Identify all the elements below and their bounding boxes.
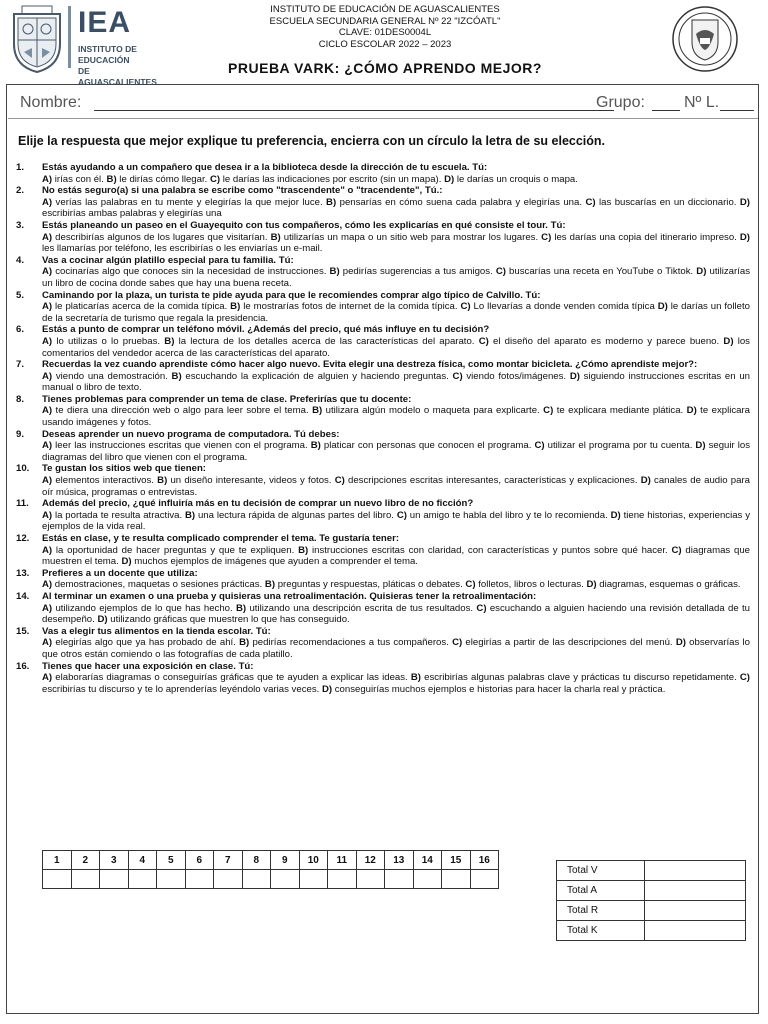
option-letter[interactable]: A) xyxy=(42,544,53,556)
question-list xyxy=(16,162,750,695)
option-letter[interactable]: B) xyxy=(329,266,340,278)
option-letter[interactable]: C) xyxy=(396,509,407,521)
question-item xyxy=(16,626,750,661)
total-label: Total A xyxy=(557,881,645,901)
option-letter[interactable]: A) xyxy=(42,602,53,614)
option-letter[interactable]: C) xyxy=(534,440,545,452)
question-item xyxy=(16,429,750,464)
option-letter[interactable]: A) xyxy=(42,231,53,243)
school-clave: CLAVE: 01DES0004L xyxy=(338,27,432,38)
question-options[interactable]: A) utilizando ejemplos de lo que has hecho. B) utilizando una descripción escrita de tus resultados. C) escuchando a alguien haciendo una revisión detallada de tu desempeño. D) utilizando gráficas que muestren lo que has conseguido. xyxy=(42,602,750,626)
question-options[interactable]: A) cocinarías algo que conoces sin la necesidad de instrucciones. B) pedirías sugerencias a tus amigos. C) buscarías una receta en YouTube o Tiktok. D) utilizarías un libro de cocina donde sabes que hay una buena receta. xyxy=(42,266,751,289)
answer-grid-number: 10 xyxy=(299,851,328,870)
school-crest-logo xyxy=(670,4,740,74)
answer-cell[interactable] xyxy=(328,870,357,889)
question-item xyxy=(16,162,750,185)
option-letter[interactable]: C) xyxy=(334,475,345,487)
question-body xyxy=(42,661,750,696)
answer-cell[interactable] xyxy=(356,870,385,889)
question-options[interactable]: A) le platicarías acerca de la comida típica. B) le mostrarías fotos de internet de la comida típica. C) Lo llevarías a donde venden comida típica D) le darías un folleto de la secretaría de turismo que regala la presidencia. xyxy=(42,301,750,324)
totals-row xyxy=(557,881,746,901)
question-stem: Tienes que hacer una exposición en clase. Tú: xyxy=(42,660,254,672)
question-options[interactable]: A) la portada te resulta atractiva. B) una lectura rápida de algunas partes del libro. C) un amigo te habla del libro y te lo recomienda. D) tiene historias, experiencias y ejemplos de la vida real. xyxy=(42,509,751,533)
school-info xyxy=(190,4,580,50)
question-body xyxy=(42,463,750,498)
answer-grid-number: 15 xyxy=(442,851,471,870)
option-letter[interactable]: C) xyxy=(452,637,463,649)
answer-grid-number: 5 xyxy=(157,851,186,870)
question-options[interactable]: A) leer las instrucciones escritas que vienen con el programa. B) platicar con personas que conocen el programa. C) utilizar el programa por tu cuenta. D) seguir los diagramas del libro que vienen con el programa. xyxy=(42,440,750,463)
iea-name-line2: DE AGUASCALIENTES xyxy=(78,66,157,87)
answer-grid-number: 12 xyxy=(356,851,385,870)
name-label: Nombre: xyxy=(20,94,82,111)
option-letter[interactable]: D) xyxy=(686,405,697,417)
option-letter[interactable]: A) xyxy=(42,672,53,684)
answer-cell[interactable] xyxy=(214,870,243,889)
list-number-label: Nº L. xyxy=(684,94,720,111)
question-body xyxy=(42,185,750,220)
question-stem: Te gustan los sitios web que tienen: xyxy=(42,463,207,475)
option-letter[interactable]: A) xyxy=(42,637,53,649)
option-letter[interactable]: D) xyxy=(657,301,668,313)
totals-table xyxy=(556,860,746,941)
question-item xyxy=(16,220,750,255)
question-options[interactable]: A) viendo una demostración. B) escuchando la explicación de alguien y haciendo preguntas. C) viendo fotos/imágenes. D) siguiendo instrucciones escritas en un manual o libro de texto. xyxy=(42,370,750,394)
question-stem: Deseas aprender un nuevo programa de computadora. Tú debes: xyxy=(42,428,340,440)
question-body xyxy=(42,290,750,325)
question-item xyxy=(16,533,750,568)
question-number: 6. xyxy=(16,324,25,336)
total-label: Total V xyxy=(557,861,645,881)
option-letter[interactable]: D) xyxy=(321,683,333,695)
option-letter[interactable]: B) xyxy=(184,509,196,521)
option-letter[interactable]: C) xyxy=(478,335,489,347)
total-label: Total R xyxy=(557,901,645,921)
page-title: PRUEBA VARK: ¿CÓMO APRENDO MEJOR? xyxy=(228,60,542,76)
list-number-field[interactable] xyxy=(720,110,754,111)
option-letter[interactable]: C) xyxy=(671,544,682,556)
answer-cell[interactable] xyxy=(299,870,328,889)
question-number: 9. xyxy=(16,428,25,440)
question-item xyxy=(16,324,750,359)
question-item xyxy=(16,498,750,533)
answer-grid xyxy=(42,850,499,889)
answer-cell[interactable] xyxy=(185,870,214,889)
option-letter[interactable]: A) xyxy=(42,335,53,347)
answer-grid-number: 4 xyxy=(128,851,157,870)
answer-grid-number: 6 xyxy=(185,851,214,870)
answer-grid-number: 7 xyxy=(214,851,243,870)
option-letter[interactable]: B) xyxy=(236,602,247,614)
student-info-row xyxy=(20,92,750,116)
question-options[interactable]: A) describirías algunos de los lugares que visitarían. B) utilizarías un mapa o un sitio web para mostrar los lugares. C) les darías una copia del itinerario impreso. D) les llamarías por teléfono, les escribirías o les enviarías un e-mail. xyxy=(42,231,750,255)
question-options[interactable]: A) elaborarías diagramas o conseguirías gráficas que te ayuden a explicar las ideas. B) escribirías algunas palabras clave y prácticas tu discurso repetidamente. C) escribirías tu discurso y te lo aprenderías leyéndolo varias veces. D) conseguirías muchos ejemplos e historias para hacer la charla real y práctica. xyxy=(42,672,750,695)
option-letter[interactable]: A) xyxy=(42,475,53,487)
question-item xyxy=(16,255,750,290)
option-letter[interactable]: D) xyxy=(723,335,734,347)
option-letter[interactable]: D) xyxy=(444,173,455,185)
option-letter[interactable]: B) xyxy=(310,440,321,452)
option-letter[interactable]: C) xyxy=(495,266,506,278)
total-value-cell[interactable] xyxy=(645,901,746,921)
option-letter[interactable]: D) xyxy=(121,556,132,568)
group-field[interactable] xyxy=(652,110,680,111)
group-label: Grupo: xyxy=(596,94,645,111)
option-letter[interactable]: A) xyxy=(42,266,53,278)
question-stem: Estás ayudando a un compañero que desea ir a la biblioteca desde la dirección de tu escuela. Tú: xyxy=(42,162,488,173)
answer-grid-number: 16 xyxy=(470,851,499,870)
option-letter[interactable]: C) xyxy=(476,602,487,614)
question-body xyxy=(42,359,750,394)
option-letter[interactable]: C) xyxy=(543,405,554,417)
question-number: 16. xyxy=(16,660,30,672)
option-letter[interactable]: B) xyxy=(298,544,309,556)
question-options[interactable]: A) elegirías algo que ya has probado de ahí. B) pedirías recomendaciones a tus compañeros. C) elegirías a partir de las descripciones del menú. D) observarías lo que otros están comiendo o las fotografías de cada platillo. xyxy=(42,637,750,660)
question-stem: Estás a punto de comprar un teléfono móvil. ¿Además del precio, qué más influye en tu decisión? xyxy=(42,324,490,336)
question-body xyxy=(42,533,750,568)
answer-grid-number: 1 xyxy=(43,851,72,870)
question-number: 2. xyxy=(16,185,25,197)
answer-grid-number: 2 xyxy=(71,851,100,870)
instructions: Elije la respuesta que mejor explique tu preferencia, encierra con un círculo la letra de su elección. xyxy=(18,134,606,148)
total-value-cell[interactable] xyxy=(645,881,746,901)
school-cycle: CICLO ESCOLAR 2022 – 2023 xyxy=(318,38,452,50)
option-letter[interactable]: A) xyxy=(42,405,53,417)
question-item xyxy=(16,394,750,429)
option-letter[interactable]: B) xyxy=(164,335,175,347)
option-letter[interactable]: D) xyxy=(610,509,621,521)
question-item xyxy=(16,568,750,591)
option-letter[interactable]: B) xyxy=(106,173,117,185)
question-body xyxy=(42,429,750,464)
option-letter[interactable]: D) xyxy=(739,231,750,243)
question-number: 8. xyxy=(16,393,25,405)
question-number: 5. xyxy=(16,289,25,301)
option-letter[interactable]: C) xyxy=(209,173,221,185)
option-letter[interactable]: B) xyxy=(230,301,241,313)
answer-cell[interactable] xyxy=(385,870,414,889)
question-stem: Al terminar un examen o una prueba y quisieras una retroalimentación. Quisieras tener la retroalimentación: xyxy=(42,590,537,602)
option-letter[interactable]: B) xyxy=(326,196,337,208)
answer-cell[interactable] xyxy=(470,870,499,889)
question-number: 10. xyxy=(16,463,30,475)
answer-cell[interactable] xyxy=(71,870,100,889)
question-stem: Caminando por la plaza, un turista te pide ayuda para que le recomiendes comprar algo típico de Calvillo. Tú: xyxy=(42,289,541,301)
option-letter[interactable]: D) xyxy=(586,579,597,591)
school-name: ESCUELA SECUNDARIA GENERAL Nº 22 "IZCÓATL" xyxy=(269,15,501,27)
question-options[interactable]: A) elementos interactivos. B) un diseño interesante, videos y fotos. C) descripciones escritas interesantes, características y explicaciones. D) canales de audio para oír música, programas o entrevistas. xyxy=(42,475,751,498)
answer-grid-number: 3 xyxy=(100,851,129,870)
question-body xyxy=(42,498,750,533)
iea-acronym: IEA xyxy=(78,6,132,39)
option-letter[interactable]: A) xyxy=(42,509,53,521)
option-letter[interactable]: A) xyxy=(42,440,53,452)
question-stem: Vas a cocinar algún platillo especial para tu familia. Tú: xyxy=(42,254,294,266)
answer-cell[interactable] xyxy=(242,870,271,889)
option-letter[interactable]: C) xyxy=(452,370,463,382)
question-stem: Prefieres a un docente que utiliza: xyxy=(42,567,198,579)
option-letter[interactable]: C) xyxy=(541,231,552,243)
option-letter[interactable]: B) xyxy=(171,370,182,382)
question-item xyxy=(16,591,750,626)
option-letter[interactable]: A) xyxy=(42,301,53,313)
answer-grid-number: 14 xyxy=(413,851,442,870)
question-stem: Estás en clase, y te resulta complicado comprender el tema. Te gustaría tener: xyxy=(42,533,400,544)
totals-row xyxy=(557,861,746,881)
question-options[interactable]: A) demostraciones, maquetas o sesiones prácticas. B) preguntas y respuestas, pláticas o debates. C) folletos, libros o lecturas. D) diagramas, esquemas o gráficas. xyxy=(42,579,741,591)
option-letter[interactable]: D) xyxy=(97,614,108,626)
question-number: 1. xyxy=(16,162,25,173)
answer-cell[interactable] xyxy=(271,870,300,889)
answer-grid-number: 9 xyxy=(271,851,300,870)
option-letter[interactable]: B) xyxy=(270,231,281,243)
answer-cell[interactable] xyxy=(128,870,157,889)
question-stem: Recuerdas la vez cuando aprendiste cómo hacer algo nuevo. Evita elegir una destreza física, como montar bicicleta. ¿Cómo aprendiste mejor?: xyxy=(42,359,698,371)
option-letter[interactable]: C) xyxy=(585,196,596,208)
question-body xyxy=(42,626,750,661)
answer-cell[interactable] xyxy=(43,870,72,889)
question-item xyxy=(16,185,750,220)
answer-cell[interactable] xyxy=(100,870,129,889)
total-value-cell[interactable] xyxy=(645,861,746,881)
question-item xyxy=(16,463,750,498)
total-value-cell[interactable] xyxy=(645,921,746,941)
question-body xyxy=(42,324,750,359)
question-stem: No estás seguro(a) si una palabra se escribe como "trascendente" o "tracendente", Tú.: xyxy=(42,185,443,197)
answer-grid-number: 8 xyxy=(242,851,271,870)
option-letter[interactable]: D) xyxy=(695,440,706,452)
question-body xyxy=(42,162,750,185)
option-letter[interactable]: C) xyxy=(739,672,750,684)
question-number: 7. xyxy=(16,359,25,371)
question-number: 15. xyxy=(16,625,30,637)
question-number: 13. xyxy=(16,567,30,579)
question-body xyxy=(42,220,750,255)
question-stem: Estás planeando un paseo en el Guayequito con tus compañeros, cómo les explicarías en qué consiste el tour. Tú: xyxy=(42,219,566,231)
answer-grid-body xyxy=(43,870,499,889)
option-letter[interactable]: C) xyxy=(460,301,471,313)
header-separator xyxy=(8,118,758,119)
question-body xyxy=(42,394,750,429)
answer-grid-number: 13 xyxy=(385,851,414,870)
answer-cell[interactable] xyxy=(442,870,471,889)
question-options[interactable]: A) irías con él. B) le dirías cómo llegar. C) le darías las indicaciones por escrito (sin un mapa). D) le darías un croquis o mapa. xyxy=(42,173,578,185)
question-item xyxy=(16,290,750,325)
question-body xyxy=(42,568,750,591)
question-body xyxy=(42,255,750,290)
document-header xyxy=(0,0,768,87)
institute-name: INSTITUTO DE EDUCACIÓN DE AGUASCALIENTES xyxy=(270,4,500,15)
state-seal-logo xyxy=(10,4,64,74)
question-options[interactable]: A) verías las palabras en tu mente y elegirías la que mejor luce. B) pensarías en cómo suena cada palabra y elegirías una. C) las buscarías en un diccionario. D) escribirías ambas palabras y elegirías una xyxy=(42,196,750,220)
option-letter[interactable]: D) xyxy=(675,637,686,649)
iea-name-line1: INSTITUTO DE EDUCACIÓN xyxy=(78,44,137,65)
iea-divider xyxy=(68,6,71,68)
option-letter[interactable]: D) xyxy=(640,475,651,487)
option-letter[interactable]: B) xyxy=(312,405,323,417)
question-stem: Tienes problemas para comprender un tema de clase. Preferirías que tu docente: xyxy=(42,393,412,405)
iea-name xyxy=(78,44,168,88)
question-number: 3. xyxy=(16,219,25,231)
question-item xyxy=(16,359,750,394)
totals-row xyxy=(557,921,746,941)
name-field[interactable] xyxy=(94,110,614,111)
option-letter[interactable]: D) xyxy=(569,370,580,382)
question-body xyxy=(42,591,750,626)
option-letter[interactable]: B) xyxy=(239,637,250,649)
option-letter[interactable]: A) xyxy=(42,579,53,591)
question-options[interactable]: A) te diera una dirección web o algo para leer sobre el tema. B) utilizara algún modelo o maqueta para explicarte. C) te explicara mediante plática. D) te explicara usando imágenes y fotos. xyxy=(42,405,751,429)
option-letter[interactable]: D) xyxy=(739,196,750,208)
question-number: 11. xyxy=(16,498,29,510)
option-letter[interactable]: A) xyxy=(42,370,53,382)
answer-grid-header xyxy=(43,851,499,870)
question-stem: Además del precio, ¿qué influiría más en tu decisión de comprar un nuevo libro de no ficción? xyxy=(42,498,474,510)
question-number: 4. xyxy=(16,254,25,266)
question-number: 12. xyxy=(16,533,30,544)
question-stem: Vas a elegir tus alimentos en la tienda escolar. Tú: xyxy=(42,625,271,637)
question-options[interactable]: A) lo utilizas o lo pruebas. B) la lectura de los detalles acerca de las características del aparato. C) el diseño del aparato es moderno y parece bueno. D) los comentarios del vendedor acerca de las características del aparato. xyxy=(42,335,750,359)
totals-row xyxy=(557,901,746,921)
option-letter[interactable]: B) xyxy=(157,475,168,487)
question-number: 14. xyxy=(16,590,30,602)
option-letter[interactable]: A) xyxy=(42,196,53,208)
option-letter[interactable]: B) xyxy=(410,672,421,684)
option-letter[interactable]: A) xyxy=(42,173,53,185)
answer-grid-number: 11 xyxy=(328,851,357,870)
option-letter[interactable]: D) xyxy=(696,266,707,278)
answer-cell[interactable] xyxy=(413,870,442,889)
answer-cell[interactable] xyxy=(157,870,186,889)
total-label: Total K xyxy=(557,921,645,941)
option-letter[interactable]: C) xyxy=(465,579,476,591)
option-letter[interactable]: B) xyxy=(264,579,276,591)
question-item xyxy=(16,661,750,696)
question-options[interactable]: A) la oportunidad de hacer preguntas y que te expliquen. B) instrucciones escritas con claridad, con características y puntos sobre qué hacer. C) diagramas que muestren el tema. D) muchos ejemplos de imágenes que ayuden a comprender el tema. xyxy=(42,544,751,568)
